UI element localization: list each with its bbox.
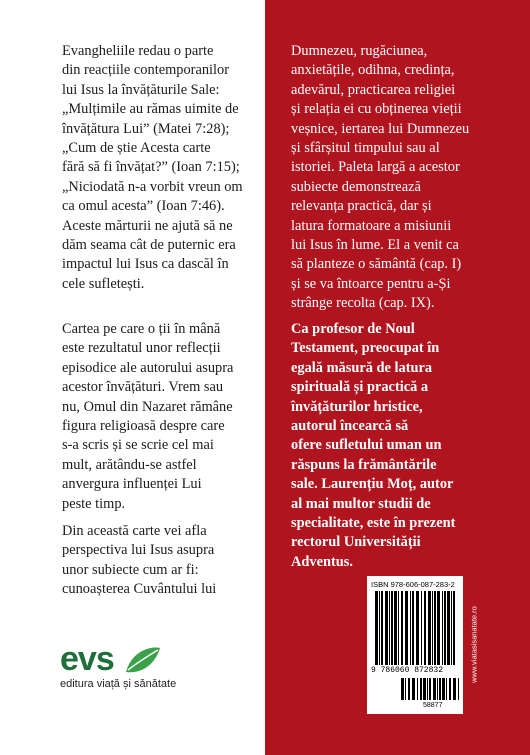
left-paragraph-2-line: figura religioasă despre care — [62, 418, 225, 435]
right-paragraph-2-line: sale. Laurențiu Moț, autor — [291, 476, 454, 493]
left-paragraph-3-line: cunoașterea Cuvântului lui — [62, 581, 217, 598]
left-paragraph-1-line: cele sufletești. — [62, 275, 145, 292]
right-paragraph-2-line: răspuns la frământările — [291, 456, 437, 473]
publisher-logo — [60, 640, 220, 700]
left-paragraph-1-line: învățătura Lui” (Matei 7:28); — [62, 120, 230, 137]
left-paragraph-1-line: ca omul acesta” (Ioan 7:46). — [62, 198, 225, 215]
right-paragraph-1-line: Dumnezeu, rugăciunea, — [291, 43, 428, 59]
right-paragraph-1-line: să planteze o sământă (cap. I) — [291, 256, 462, 273]
left-paragraph-2-line: episodice ale autorului asupra — [62, 359, 234, 376]
isbn-label: ISBN 978-606-087-283-2 — [371, 580, 455, 589]
right-paragraph-1 — [291, 42, 523, 314]
right-paragraph-1-line: adevărul, practicarea religiei — [291, 81, 456, 98]
right-paragraph-1-line: și sfârșitul timpului sau al — [291, 140, 440, 157]
website-vertical — [468, 586, 480, 706]
left-paragraph-3 — [62, 522, 260, 600]
right-paragraph-1-line: lui Isus în lume. El a venit ca — [291, 237, 459, 254]
right-paragraph-2-line: al mai multor studii de — [291, 495, 431, 512]
right-paragraph-1-line: anxietățile, odihna, credința, — [291, 62, 455, 79]
right-paragraph-1-line: strânge recolta (cap. IX). — [291, 295, 435, 312]
barcode-bars — [375, 591, 457, 665]
left-paragraph-2-line: Cartea pe care o ții în mână — [62, 321, 221, 337]
left-paragraph-2 — [62, 320, 260, 514]
right-paragraph-2-line: specialitate, este în prezent — [291, 515, 456, 532]
left-paragraph-2-line: nu, Omul din Nazaret rămâne — [62, 398, 233, 415]
right-paragraph-2-line: Adventus. — [291, 553, 353, 570]
left-paragraph-1-line: „Cum de știe Acesta carte — [62, 140, 211, 157]
left-paragraph-3-line: Din această carte vei afla — [62, 523, 207, 539]
left-paragraph-1-line: din reacțiile contemporanilor — [62, 62, 230, 79]
left-paragraph-2-line: anvergura influenței Lui — [62, 476, 202, 493]
left-paragraph-2-line: acestor învățături. Vrem sau — [62, 379, 224, 396]
left-paragraph-1-line: „Niciodată n-a vorbit vreun om — [62, 178, 243, 195]
right-paragraph-2 — [291, 320, 523, 572]
left-paragraph-1-line: fără să fi învățat?” (Ioan 7:15); — [62, 159, 240, 176]
left-paragraph-1-line: Evangheliile redau o parte — [62, 43, 214, 59]
left-paragraph-3-line: perspectiva lui Isus asupra — [62, 542, 215, 559]
right-paragraph-2-line: învățăturilor hristice, — [291, 398, 423, 415]
left-paragraph-1-line: „Mulțimile au rămas uimite de — [62, 101, 239, 118]
logo-tagline: editura viață și sănătate — [60, 678, 177, 690]
left-paragraph-1-line: dăm seama cât de puternic era — [62, 237, 236, 254]
barcode-digits: 9 786060 872832 — [371, 666, 444, 675]
right-paragraph-2-line: spirituală și practică a — [291, 379, 429, 396]
right-paragraph-2-line: Testament, preocupat în — [291, 340, 440, 357]
right-paragraph-2-line: Ca profesor de Noul — [291, 321, 415, 337]
website-text: www.viatasisanatate.ro — [469, 606, 479, 683]
right-paragraph-1-line: subiecte demonstrează — [291, 178, 421, 195]
right-paragraph-1-line: și relația ei cu obținerea vieții — [291, 101, 462, 118]
isbn-barcode — [367, 576, 463, 714]
left-paragraph-2-line: peste timp. — [62, 495, 126, 512]
right-paragraph-2-line: autorul încearcă să — [291, 418, 409, 435]
logo-mark: evs — [60, 640, 114, 678]
left-paragraph-2-line: s-a scris și se scrie cel mai — [62, 437, 214, 454]
price-barcode-bars — [401, 678, 459, 700]
left-paragraph-1 — [62, 42, 260, 294]
right-paragraph-2-line: rectorul Universității — [291, 534, 421, 551]
left-paragraph-1-line: Aceste mărturii ne ajută să ne — [62, 217, 233, 234]
right-paragraph-1-line: și se va întoarce pentru a-Și — [291, 275, 451, 292]
left-paragraph-2-line: mult, arătându-se astfel — [62, 456, 197, 473]
leaf-icon — [122, 644, 162, 678]
left-paragraph-1-line: lui Isus la învățăturile Sale: — [62, 81, 220, 98]
right-paragraph-1-line: istoriei. Paleta largă a acestor — [291, 159, 460, 176]
right-paragraph-2-line: egală măsură de latura — [291, 359, 433, 376]
right-paragraph-1-line: latura formatoare a misiunii — [291, 217, 452, 234]
right-paragraph-1-line: veșnice, iertarea lui Dumnezeu — [291, 120, 470, 137]
barcode-code: 58877 — [423, 702, 443, 709]
right-paragraph-2-line: ofere sufletului uman un — [291, 437, 442, 454]
right-paragraph-1-line: relevanța practică, dar și — [291, 198, 432, 215]
left-paragraph-2-line: este rezultatul unor reflecții — [62, 340, 221, 357]
left-paragraph-1-line: impactul lui Isus ca dascăl în — [62, 256, 229, 273]
left-paragraph-3-line: unor subiecte cum ar fi: — [62, 561, 199, 578]
